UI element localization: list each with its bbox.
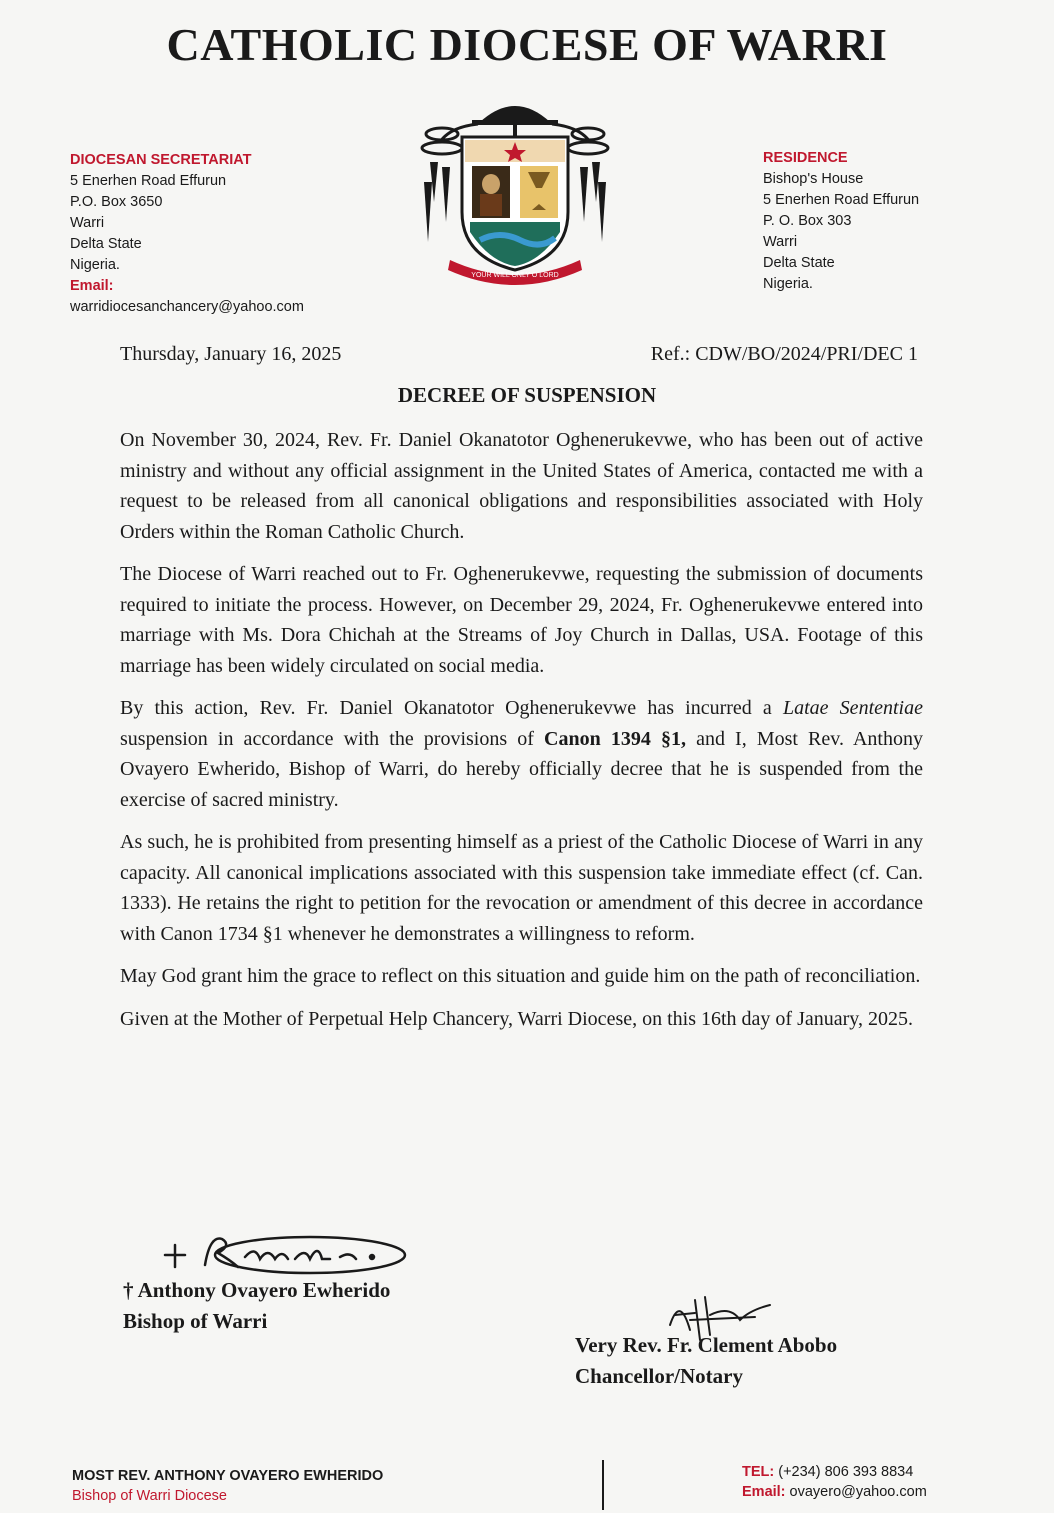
secretariat-line: Warri [70,215,105,231]
canon-citation: Canon 1394 §1, [544,727,686,750]
letterhead-title: CATHOLIC DIOCESE OF WARRI [166,19,888,70]
paragraph [120,693,923,815]
letter-date: Thursday, January 16, 2025 [120,343,342,365]
footer-tel-label: TEL: [742,1464,775,1480]
footer-email-label: Email: [742,1484,786,1500]
chancellor-name: Very Rev. Fr. Clement Abobo [575,1333,838,1357]
chancellor-signature-block [575,1330,837,1392]
residence-line: Warri [763,234,798,250]
residence-label: RESIDENCE [763,150,848,166]
paragraph: May God grant him the grace to reflect on this situation and guide him on the path of reconciliation. [120,965,921,987]
secretariat-line: 5 Enerhen Road Effurun [70,173,227,189]
footer-bishop-info [72,1466,383,1506]
secretariat-address [70,150,304,318]
paragraph: As such, he is prohibited from presenting himself as a priest of the Catholic Diocese of Warri in any capacity. All canonical implications associated with this suspension take immediate effect (cf. Can. 1333). He retains the right to petition for the revocation or amendment of this decree in accordance with Canon 1734 §1 whenever he demonstrates a willingness to reform. [120,831,923,945]
secretariat-email-label: Email: [70,278,114,294]
secretariat-line: P.O. Box 3650 [70,194,163,210]
footer-email: ovayero@yahoo.com [789,1484,927,1500]
residence-address [763,148,919,295]
residence-line: Delta State [763,255,835,271]
paragraph-text: and I, Most Rev. Anthony Ovayero Ewherido, Bishop of Warri, do hereby officially decree that he is suspended from the exercise of sacred ministry. [120,727,923,811]
paragraph: On November 30, 2024, Rev. Fr. Daniel Okanatotor Oghenerukevwe, who has been out of active ministry and without any official assignment in the United States of America, contacted me with a request to be released from all canonical obligations and responsibilities associated with Holy Orders within the Roman Catholic Church. [120,429,923,543]
diocesan-coat-of-arms [420,92,610,287]
residence-line: Nigeria. [763,276,813,292]
footer-bishop-name: MOST REV. ANTHONY OVAYERO EWHERIDO [72,1468,384,1484]
paragraph-text: By this action, Rev. Fr. Daniel Okanatotor Oghenerukevwe has incurred a [120,697,783,719]
residence-line: 5 Enerhen Road Effurun [763,192,920,208]
latin-term: Latae Sententiae [782,697,923,719]
bishop-name: † Anthony Ovayero Ewherido [123,1278,391,1302]
svg-text:YOUR WILL ONLY O LORD: YOUR WILL ONLY O LORD [471,272,559,279]
bishop-title: Bishop of Warri [123,1309,268,1333]
secretariat-line: Delta State [70,236,142,252]
decree-body [120,425,923,1046]
footer-bishop-role: Bishop of Warri Diocese [72,1488,227,1504]
residence-line: Bishop's House [763,171,864,187]
secretariat-label: DIOCESAN SECRETARIAT [70,152,252,168]
secretariat-email: warridiocesanchancery@yahoo.com [70,299,304,315]
residence-line: P. O. Box 303 [763,213,852,229]
paragraph: The Diocese of Warri reached out to Fr. Oghenerukevwe, requesting the submission of documents required to initiate the process. However, on December 29, 2024, Fr. Oghenerukevwe entered into marriage with Ms. Dora Chichah at the Streams of Joy Church in Dallas, USA. Footage of this marriage has been widely circulated on social media. [120,563,923,677]
decree-heading: DECREE OF SUSPENSION [397,383,657,407]
paragraph: Given at the Mother of Perpetual Help Chancery, Warri Diocese, on this 16th day of January, 2025. [120,1007,913,1030]
footer-divider [602,1460,604,1510]
chancellor-title: Chancellor/Notary [575,1364,743,1388]
bishop-signature-block [123,1275,390,1337]
secretariat-line: Nigeria. [70,257,120,273]
footer-contact [742,1462,927,1502]
letter-reference: Ref.: CDW/BO/2024/PRI/DEC 1 [650,343,918,365]
paragraph-text: suspension in accordance with the provisions of [120,727,545,750]
footer-tel: (+234) 806 393 8834 [778,1464,914,1480]
